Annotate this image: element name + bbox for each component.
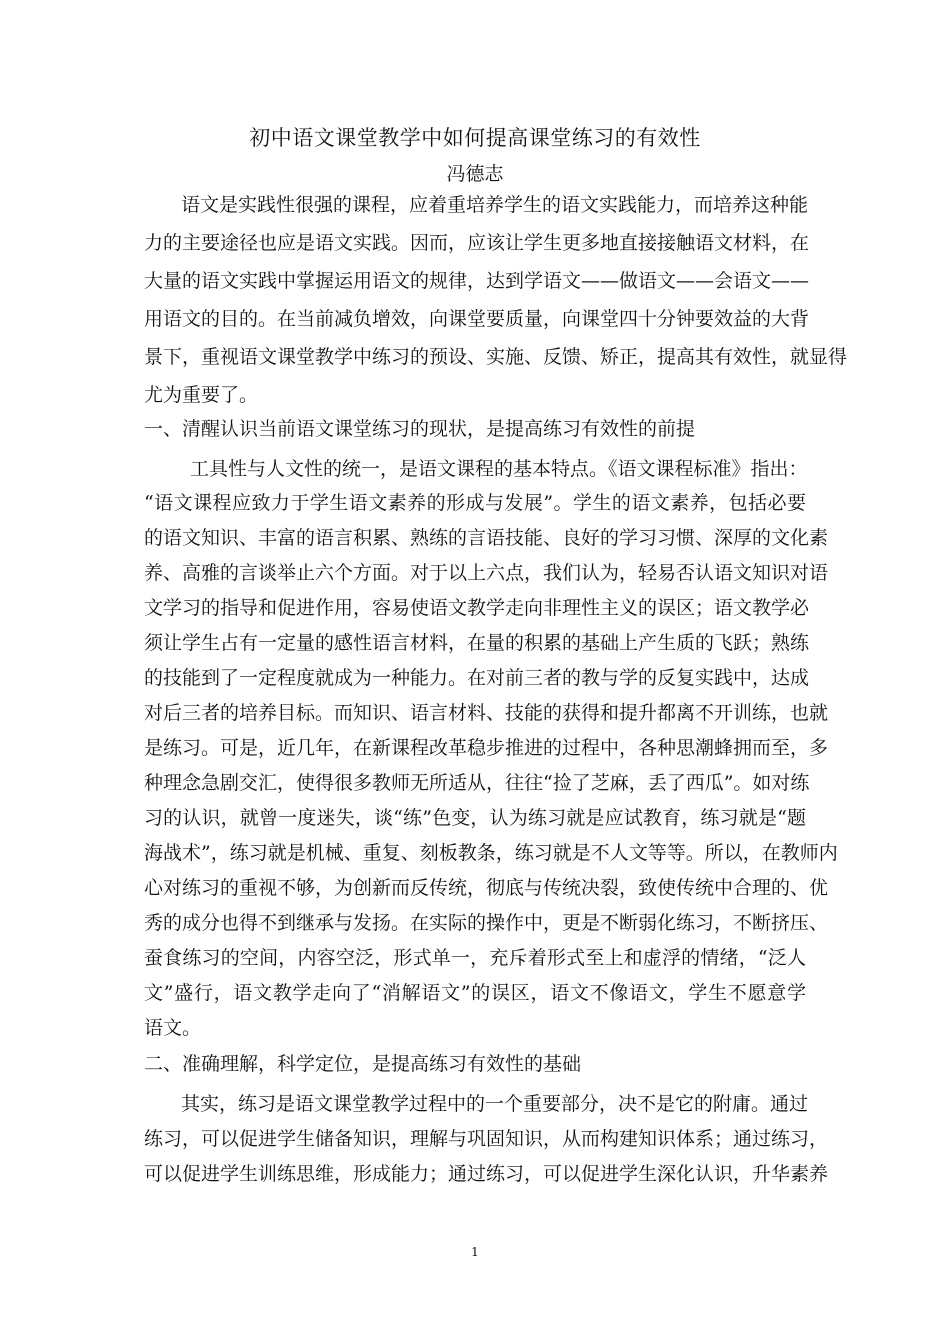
- paragraph-3-line-3: 可以促进学生训练思维，形成能力；通过练习，可以促进学生深化认识，升华素养: [144, 1163, 829, 1185]
- paragraph-2-line-15: 蚕食练习的空间，内容空泛，形式单一，充斥着形式至上和虚浮的情绪，“泛人: [144, 947, 806, 969]
- paragraph-2-line-3: 的语文知识、丰富的语言积累、熟练的言语技能、良好的学习习惯、深厚的文化素: [144, 527, 829, 549]
- paragraph-1-line-2: 力的主要途径也应是语文实践。因而，应该让学生更多地直接接触语文材料，在: [144, 232, 810, 254]
- paragraph-1-line-5: 景下，重视语文课堂教学中练习的预设、实施、反馈、矫正，提高其有效性，就显得: [144, 346, 848, 368]
- paragraph-1-line-3: 大量的语文实践中掌握运用语文的规律，达到学语文——做语文——会语文——: [144, 270, 810, 292]
- paragraph-2-line-10: 种理念急剧交汇，使得很多教师无所适从，往往“捡了芝麻，丢了西瓜”。如对练: [144, 772, 810, 794]
- author-name: 冯德志: [446, 163, 504, 185]
- paragraph-2-line-12: 海战术”，练习就是机械、重复、刻板教条，练习就是不人文等等。所以，在教师内: [144, 842, 838, 864]
- paragraph-2-line-6: 须让学生占有一定量的感性语言材料，在量的积累的基础上产生质的飞跃；熟练: [144, 632, 810, 654]
- paragraph-1-line-1: 语文是实践性很强的课程，应着重培养学生的语文实践能力，而培养这种能: [181, 194, 809, 216]
- paragraph-2-line-13: 心对练习的重视不够，为创新而反传统，彻底与传统决裂，致使传统中合理的、优: [144, 877, 829, 899]
- paragraph-2-line-8: 对后三者的培养目标。而知识、语言材料、技能的获得和提升都离不开训练，也就: [144, 702, 829, 724]
- paragraph-2-line-17: 语文。: [144, 1017, 202, 1039]
- paragraph-1-line-6: 尤为重要了。: [144, 384, 259, 406]
- paragraph-2-line-2: “语文课程应致力于学生语文素养的形成与发展”。学生的语文素养，包括必要: [144, 492, 806, 514]
- paragraph-2-line-5: 文学习的指导和促进作用，容易使语文教学走向非理性主义的误区；语文教学必: [144, 597, 810, 619]
- section-heading-2: 二、准确理解，科学定位，是提高练习有效性的基础: [144, 1053, 582, 1075]
- paragraph-3-line-2: 练习，可以促进学生储备知识，理解与巩固知识，从而构建知识体系；通过练习，: [144, 1128, 829, 1150]
- section-heading-1: 一、清醒认识当前语文课堂练习的现状，是提高练习有效性的前提: [144, 418, 696, 440]
- paragraph-2-line-11: 习的认识，就曾一度迷失，谈“练”色变，认为练习就是应试教育，练习就是“题: [144, 807, 806, 829]
- paragraph-1-line-4: 用语文的目的。在当前减负增效，向课堂要质量，向课堂四十分钟要效益的大背: [144, 308, 810, 330]
- paragraph-2-line-9: 是练习。可是，近几年，在新课程改革稳步推进的过程中，各种思潮蜂拥而至，多: [144, 737, 829, 759]
- paragraph-2-line-1: 工具性与人文性的统一，是语文课程的基本特点。《语文课程标准》指出：: [190, 458, 808, 480]
- page-number: 1: [471, 1245, 479, 1259]
- paragraph-2-line-4: 养、高雅的言谈举止六个方面。对于以上六点，我们认为，轻易否认语文知识对语: [144, 562, 829, 584]
- document-title: 初中语文课堂教学中如何提高课堂练习的有效性: [249, 126, 701, 150]
- paragraph-3-line-1: 其实，练习是语文课堂教学过程中的一个重要部分，决不是它的附庸。通过: [181, 1093, 809, 1115]
- paragraph-2-line-16: 文”盛行，语文教学走向了“消解语文”的误区，语文不像语文，学生不愿意学: [144, 982, 806, 1004]
- paragraph-2-line-14: 秀的成分也得不到继承与发扬。在实际的操作中，更是不断弱化练习，不断挤压、: [144, 912, 829, 934]
- paragraph-2-line-7: 的技能到了一定程度就成为一种能力。在对前三者的教与学的反复实践中，达成: [144, 667, 810, 689]
